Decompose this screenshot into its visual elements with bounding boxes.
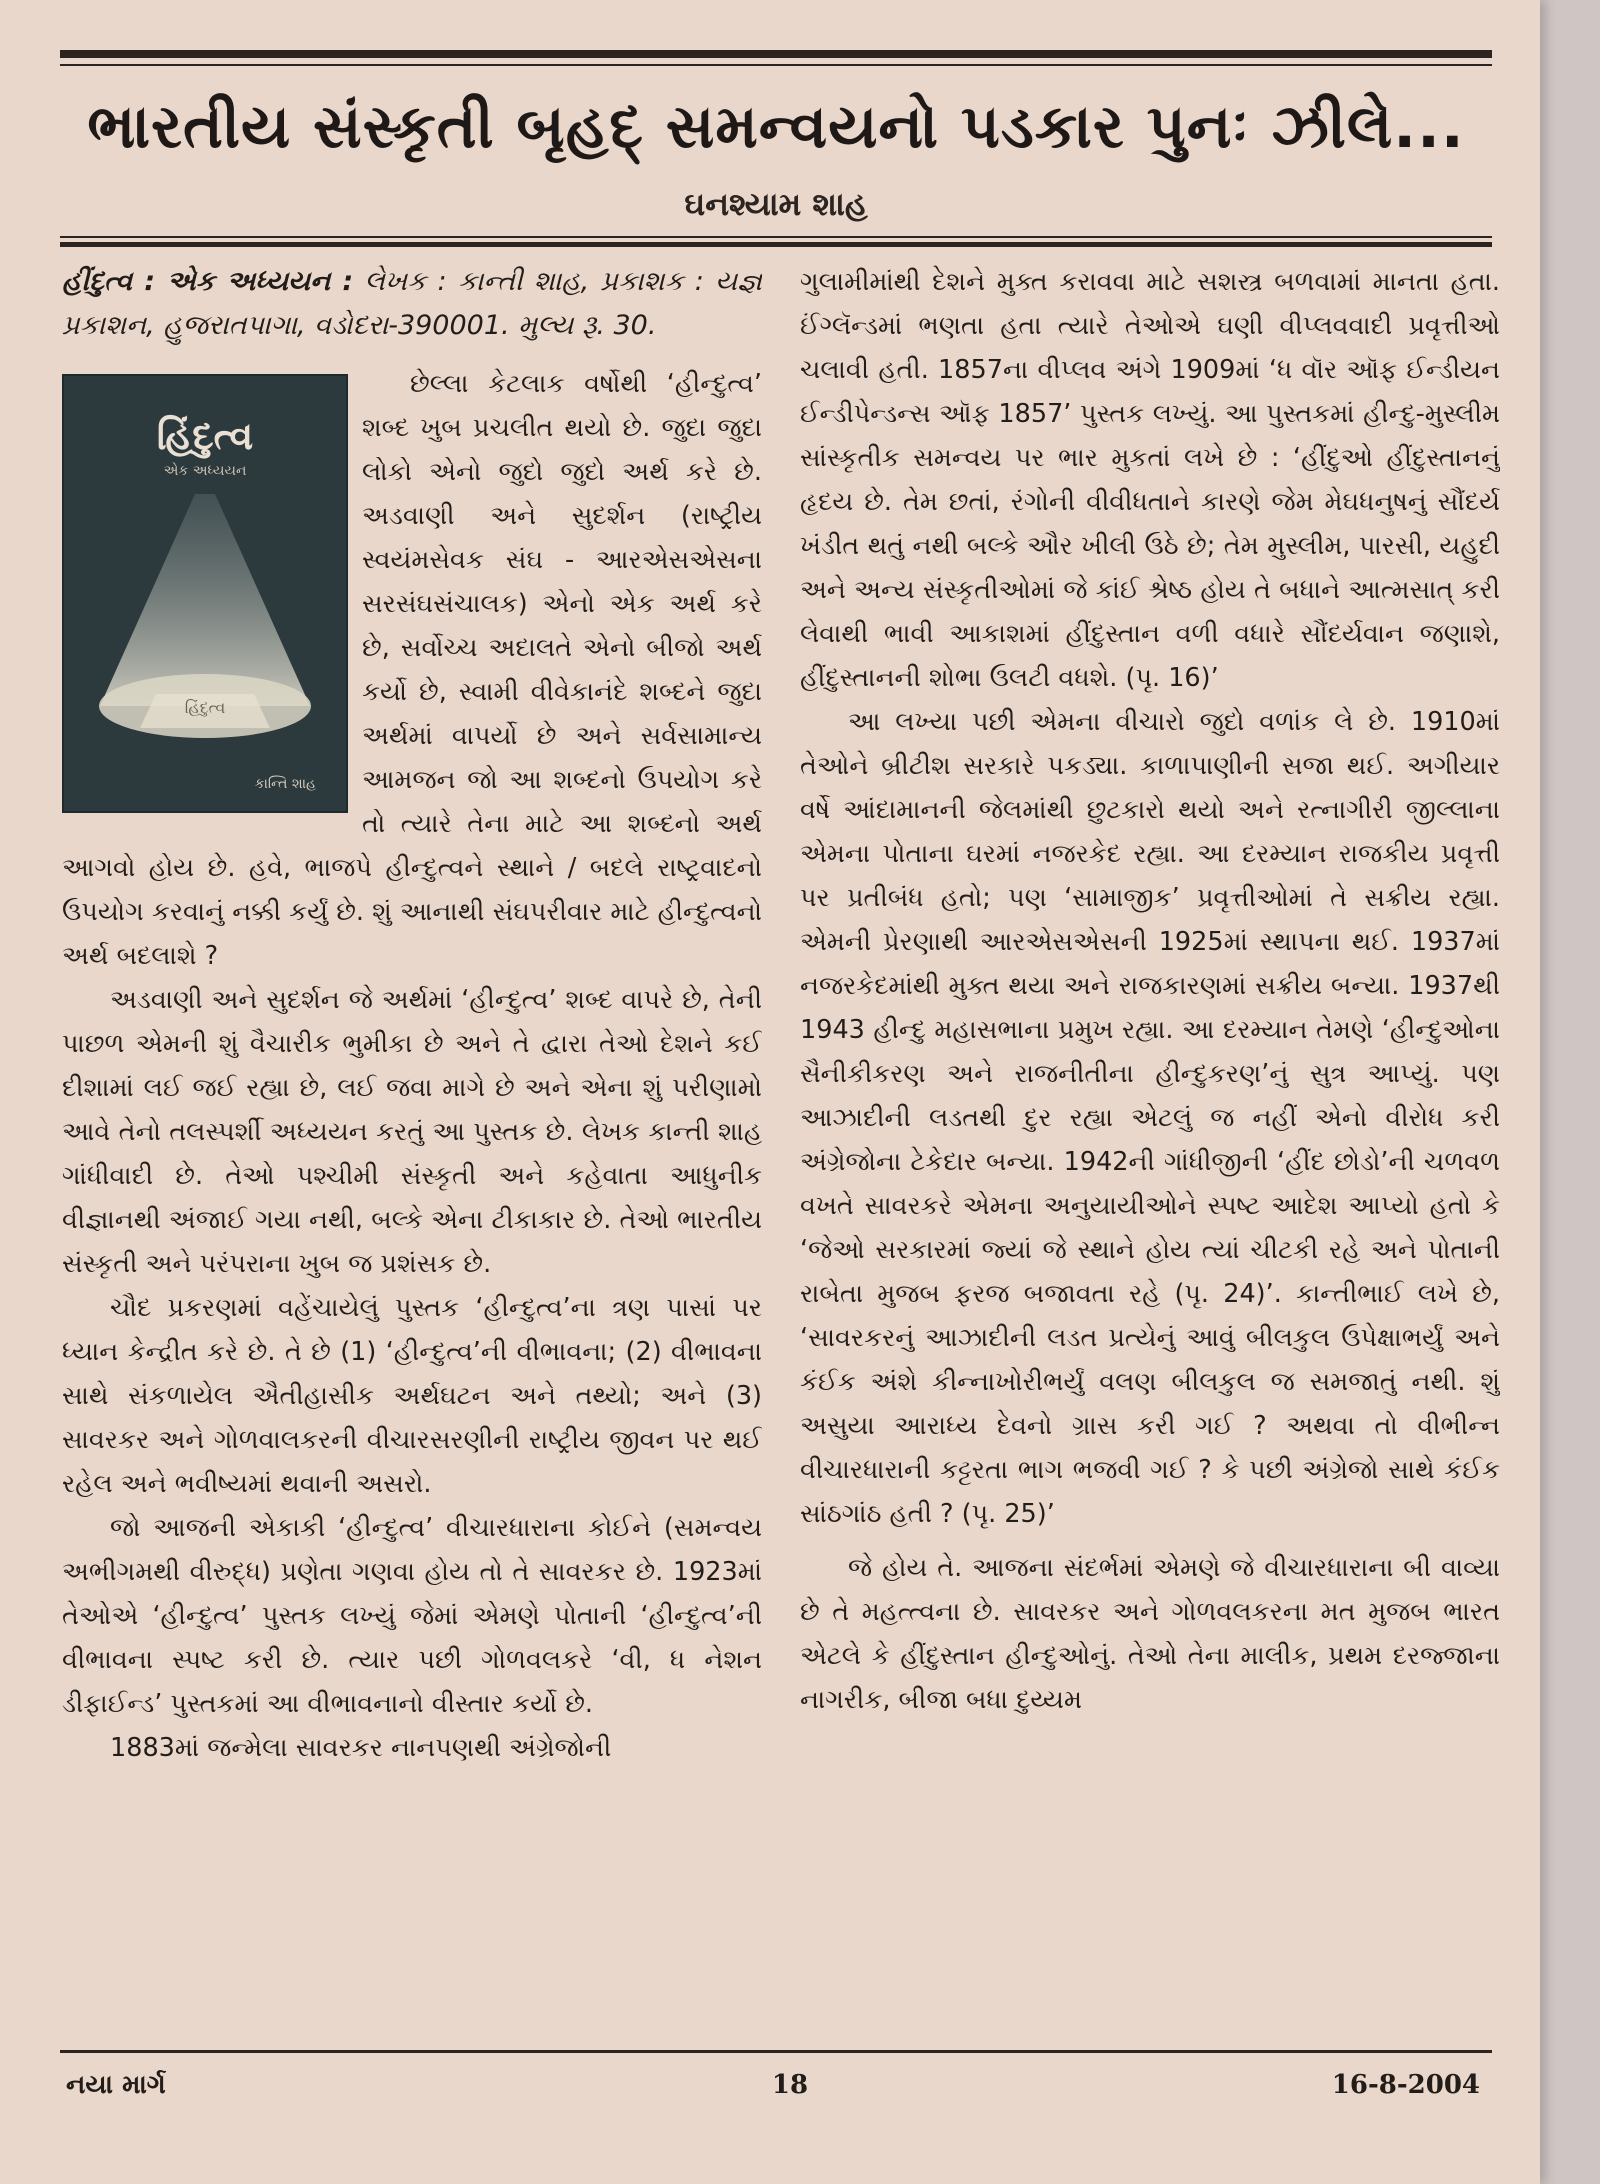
header-bottom-rule: [60, 242, 1492, 247]
right-paragraph-2: આ લખ્યા પછી એમના વીચારો જુદો વળાંક લે છે. 1910માં તેઓને બ્રીટીશ સરકારે પકડ્યા. કાળાપાણીની સજા થઈ. અગીયાર વર્ષે આંદામાનની જેલમાંથી છુટકારો થયો અને રત્નાગીરી જીલ્લાના એમના પોતાના ઘરમાં નજરકેદ રહ્યા. આ દરમ્યાન રાજકીય પ્રવૃત્તી પર પ્રતીબંધ હતો; પણ ‘સામાજીક’ પ્રવૃત્તીઓમાં તે સક્રીય રહ્યા. એમની પ્રેરણાથી આરએસએસની 1925માં સ્થાપના થઈ. 1937માં નજરકેદમાંથી મુક્ત થયા અને રાજકારણમાં સક્રીય બન્યા. 1937થી 1943 હીન્દુ મહાસભાના પ્રમુખ રહ્યા. આ દરમ્યાન તેમણે ‘હીન્દુઓના સૈનીકીકરણ અને રાજનીતીના હીન્દુકરણ’નું સુત્ર આપ્યું. પણ આઝાદીની લડતથી દુર રહ્યા એટલું જ નહીં એનો વીરોધ કરી અંગ્રેજોના ટેકેદાર બન્યા. 1942ની ગાંધીજીની ‘હીંદ છોડો’ની ચળવળ વખતે સાવરકરે એમના અનુયાયીઓને સ્પષ્ટ આદેશ આપ્યો હતો કે ‘જેઓ સરકારમાં જ્યાં જે સ્થાને હોય ત્યાં ચીટકી રહે અને પોતાની રાબેતા મુજબ ફરજ બજાવતા રહે (પૃ. 24)’. કાન્તીભાઈ લખે છે, ‘સાવરકરનું આઝાદીની લડત પ્રત્યેનું આવું બીલકુલ ઉપેક્ષાભર્યું અને કંઈક અંશે કીન્નાખોરીભર્યું વલણ બીલકુલ જ સમજાતું નથી. શું અસુયા આરાધ્ય દેવનો ગ્રાસ કરી ગઈ ? અથવા તો વીભીન્ન વીચારધારાની કટ્ટરતા ભાગ ભજવી ગઈ ? કે પછી અંગ્રેજો સાથે કંઈક સાંઠગાંઠ હતી ? (પૃ. 25)’: [800, 707, 1500, 1529]
publication-name: નયા માર્ગ: [66, 2070, 166, 2100]
book-info: [62, 260, 762, 348]
page-number: 18: [771, 2070, 809, 2100]
book-info-details: લેખક : કાન્તી શાહ, પ્રકાશક : યજ્ઞ પ્રકાશન, હુજરાતપાગા, વડોદરા-390001. મુલ્ય રૂ. 30.: [62, 266, 762, 341]
left-paragraph-1: [62, 362, 762, 978]
header-top-rule-thin: [60, 64, 1492, 66]
left-paragraph-4: જો આજની એકાકી ‘હીન્દુત્વ’ વીચારધારાના કોઈને (સમન્વય અભીગમથી વીરુદ્ધ) પ્રણેતા ગણવા હોય તો તે સાવરકર છે. 1923માં તેઓએ ‘હીન્દુત્વ’ પુસ્તક લખ્યું જેમાં એમણે પોતાની ‘હીન્દુત્વ’ની વીભાવના સ્પષ્ટ કરી છે. ત્યાર પછી ગોળવલકરે ‘વી, ધ નેશન ડીફાઈન્ડ’ પુસ્તકમાં આ વીભાવનાનો વીસ્તાર કર્યો છે.: [62, 1513, 762, 1719]
issue-date: 16-8-2004: [1331, 2070, 1480, 2100]
footer-rule: [60, 2050, 1492, 2053]
left-paragraph-1-text: છેલ્લા કેટલાક વર્ષોથી ‘હીન્દુત્વ’ શબ્દ ખુબ પ્રચલીત થયો છે. જુદા જુદા લોકો એનો જુદો જુદો અર્થ કરે છે. અડવાણી અને સુદર્શન (રાષ્ટ્રીય સ્વયંમસેવક સંઘ - આરએસએસના સરસંઘસંચાલક) એનો એક અર્થ કરે છે, સર્વોચ્ચ અદાલતે એનો બીજો અર્થ કર્યો છે, સ્વામી વીવેકાનંદે શબ્દને જુદા અર્થમાં વાપર્યો છે અને સર્વસામાન્ય આમજન જો આ શબ્દનો ઉપયોગ કરે તો ત્યારે તેના માટે આ શબ્દનો અર્થ આગવો હોય છે. હવે, ભાજપે હીન્દુત્વને સ્થાને / બદલે રાષ્ટ્રવાદનો ઉપયોગ કરવાનું નક્કી કર્યું છે. શું આનાથી સંઘપરીવાર માટે હીન્દુત્વનો અર્થ બદલાશે ?: [62, 369, 762, 971]
cover-author: કાન્તિ શાહ: [254, 776, 316, 792]
cover-center-text: હિંદુત્વ: [184, 698, 226, 717]
right-column: [800, 260, 1500, 2050]
right-paragraph-3: જે હોય તે. આજના સંદર્ભમાં એમણે જે વીચારધારાના બી વાવ્યા છે તે મહત્ત્વના છે. સાવરકર અને ગોળવલકરના મત મુજબ ભારત એટલે કે હીંદુસ્તાન હીન્દુઓનું. તેઓ તેના માલીક, પ્રથમ દરજ્જાના નાગરીક, બીજા બધા દુય્યમ: [800, 1553, 1500, 1715]
header-bottom-rule-thin: [60, 236, 1492, 238]
left-paragraph-2: અડવાણી અને સુદર્શન જે અર્થમાં ‘હીન્દુત્વ’ શબ્દ વાપરે છે, તેની પાછળ એમની શું વૈચારીક ભુમીકા છે અને તે દ્વારા તેઓ દેશને કઈ દીશામાં લઈ જઈ રહ્યા છે, લઈ જવા માગે છે અને એના શું પરીણામો આવે તેનો તલસ્પર્શી અધ્યયન કરતું આ પુસ્તક છે. લેખક કાન્તી શાહ ગાંધીવાદી છે. તેઓ પશ્ચીમી સંસ્કૃતી અને કહેવાતા આધુનીક વીજ્ઞાનથી અંજાઈ ગયા નથી, બલ્કે એના ટીકાકાર છે. તેઓ ભારતીય સંસ્કૃતી અને પરંપરાના ખુબ જ પ્રશંસક છે.: [62, 985, 762, 1279]
article-author: ઘનશ્યામ શાહ: [684, 185, 868, 223]
left-column: [62, 260, 762, 2050]
left-paragraph-5: 1883માં જન્મેલા સાવરકર નાનપણથી અંગ્રેજોની: [110, 1733, 612, 1763]
book-cover-image: [62, 374, 348, 813]
article-title: ભારતીય સંસ્કૃતી બૃહદ્ સમન્વયનો પડકાર પુનઃ ઝીલે...: [87, 92, 1465, 162]
left-paragraph-3: ચૌદ પ્રકરણમાં વહેંચાયેલું પુસ્તક ‘હીન્દુત્વ’ના ત્રણ પાસાં પર ધ્યાન કેન્દ્રીત કરે છે. તે છે (1) ‘હીન્દુત્વ’ની વીભાવના; (2) વીભાવના સાથે સંકળાયેલ ઐતીહાસીક અર્થઘટન અને તથ્યો; અને (3) સાવરકર અને ગોળવાલકરની વીચારસરણીની રાષ્ટ્રીય જીવન પર થઈ રહેલ અને ભવીષ્યમાં થવાની અસરો.: [62, 1293, 762, 1499]
book-info-title: હીંદુત્વ : એક અધ્યયન :: [62, 266, 354, 297]
cover-title: હિંદુત્વ: [156, 414, 254, 458]
right-paragraph-1: ગુલામીમાંથી દેશને મુક્ત કરાવવા માટે સશસ્ત્ર બળવામાં માનતા હતા. ઈંગ્લૅન્ડમાં ભણતા હતા ત્યારે તેઓએ ઘણી વીપ્લવવાદી પ્રવૃત્તીઓ ચલાવી હતી. 1857ના વીપ્લવ અંગે 1909માં ‘ધ વૉર ઑફ ઈન્ડીયન ઈન્ડીપેન્ડન્સ ઑફ 1857’ પુસ્તક લખ્યું. આ પુસ્તકમાં હીન્દુ-મુસ્લીમ સાંસ્કૃતીક સમન્વય પર ભાર મુકતાં લખે છે : ‘હીંદુઓ હીંદુસ્તાનનું હૃદય છે. તેમ છતાં, રંગોની વીવીધતાને કારણે જેમ મેઘધનુષનું સૌંદર્ય ખંડીત થતું નથી બલ્કે ઔર ખીલી ઉઠે છે; તેમ મુસ્લીમ, પારસી, યહુદી અને અન્ય સંસ્કૃતીઓમાં જે કાંઈ શ્રેષ્ઠ હોય તે બધાને આત્મસાત્ કરી લેવાથી ભાવી આકાશમાં હીંદુસ્તાન વળી વધારે સૌંદર્યવાન જણાશે, હીંદુસ્તાનની શોભા ઉલટી વધશે. (પૃ. 16)’: [800, 267, 1500, 693]
cover-subtitle: એક અધ્યયન: [163, 463, 247, 479]
header-top-rule: [60, 50, 1492, 58]
